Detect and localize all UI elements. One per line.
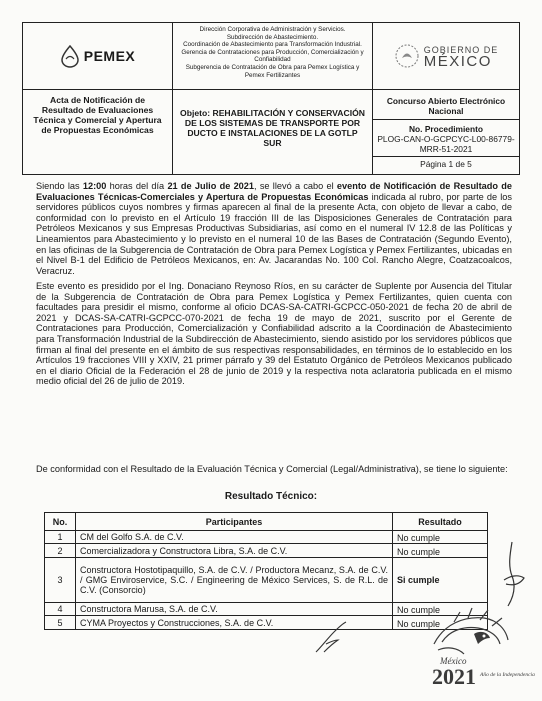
pemex-logo <box>23 23 173 89</box>
row-participant: Constructora Marusa, S.A. de C.V. <box>76 603 393 616</box>
paragraph-presidency: Este evento es presidido por el Ing. Donaciano Reynoso Ríos, en su carácter de Suplente por Ausencia del Titular de la Subgerencia de Contratación de Obra para Pemex Logística y Pemex Fertilizantes, quien cuenta con facultades para presidir el mismo, conforme al oficio DCAS-SA-CATRI-GCPCC-050-2021 de fecha 20 de abril de 2021 y DCAS-SA-CATRI-GCPCC-070-2021 de fecha 19 de mayo de 2021, suscrito por el Gerente de Contrataciones para Producción, Comercialización y Confiabilidad adscrito a la Coordinación de Abastecimiento para Transformación Industrial de la Subdirección de Abastecimiento, siendo asistido por los servidores públicos que firman al final del presente en el ámbito de sus respectivas responsabilidades, en términos de lo establecido en los Artículos 19 fracciones VIII y XXIV, 21 primer párrafo y 39 del Estatuto Orgánico de Petróleos Mexicanos publicado en el diario Oficial de la Federación el 28 de junio de 2019 y la respectiva nota aclaratoria publicada en el mismo medio oficial del 26 de julio de 2019. <box>36 281 512 387</box>
gobierno-large: MÉXICO <box>423 53 492 70</box>
header-table <box>22 22 520 175</box>
table-row <box>45 544 488 558</box>
row-number: 4 <box>45 603 76 616</box>
results-title: Resultado Técnico: <box>224 491 318 502</box>
directorate-line: Gerencia de Contrataciones para Producción, Comercialización y Confiabilidad <box>181 48 364 64</box>
row-participant: CYMA Proyectos y Construcciones, S.A. de C.V. <box>76 616 393 630</box>
row-participant: CM del Golfo S.A. de C.V. <box>76 531 393 544</box>
row-number: 3 <box>45 558 76 603</box>
pemex-drop-icon <box>60 45 80 67</box>
col-header-participants: Participantes <box>76 513 393 531</box>
text-span: horas del día <box>106 181 168 191</box>
row-participant: Constructora Hostotipaquillo, S.A. de C.V. / Productora Mecanz, S.A. de C.V. / GMG Enviroservice, S.C. / Engineering de México Services, S. de R.L. de C.V. (Consorcio) <box>76 558 393 603</box>
acta-title: Acta de Notificación de Resultado de Evaluaciones Técnica y Comercial y Apertura de Propuestas Económicas <box>23 90 173 174</box>
concurso-type: Concurso Abierto Electrónico Nacional <box>373 90 519 120</box>
text-span: , se llevó a cabo el <box>254 181 337 191</box>
row-number: 2 <box>45 544 76 558</box>
pemex-wordmark: PEMEX <box>83 48 136 64</box>
signature-margin <box>498 540 528 610</box>
row-number: 1 <box>45 531 76 544</box>
directorates-block <box>173 23 373 89</box>
eagle-emblem-icon <box>394 43 420 69</box>
text-span: indicada al rubro, por parte de los servidores públicos cuyos nombres y firmas aparecen al final de la presente Acta, con objeto de llevar a cabo, de conformidad con lo previsto en el Artículo 19 fracción III de las Disposiciones Generales de Contratación para Petróleos Mexicanos y sus Empresas Productivas Subsidiarias, así como en el numeral IV 12.8 de las Políticas y Lineamientos para Abastecimiento y lo previsto en el numeral 10 de las Bases de Contratación (Segundo Evento), en las oficinas de la Subgerencia de Contratación de Obra para Pemex Logística y Pemex Fertilizantes, ubicadas en el Nivel B-1 del Edificio de Petróleos Mexicanos, en: Av. Jacarandas No. 100 Col. Rancho Alegre, Coatzacoalcos, Veracruz. <box>36 191 512 276</box>
emblem-line2: 2021 <box>432 664 476 689</box>
procedure-block <box>373 90 519 174</box>
directorate-line: Coordinación de Abastecimiento para Transformación Industrial. <box>183 41 362 49</box>
row-result: Si cumple <box>393 558 488 603</box>
text-span: Siendo las <box>36 181 83 191</box>
col-header-result: Resultado <box>393 513 488 531</box>
row-result: No cumple <box>393 616 488 630</box>
gobierno-logo <box>373 23 519 89</box>
emblem-line3: Año de la Independencia <box>480 672 535 678</box>
emblem-line1: México <box>440 656 467 666</box>
mexico-2021-emblem <box>414 604 535 694</box>
table-header-row <box>45 513 488 531</box>
gobierno-small: GOBIERNO DE <box>423 45 499 55</box>
signature-initials <box>312 618 352 656</box>
directorate-line: Dirección Corporativa de Administración y Servicios. <box>199 26 346 33</box>
event-time: 12:00 <box>82 181 107 191</box>
directorate-line: Subgerencia de Contratación de Obra para Pemex Logística y Pemex Fertilizantes <box>185 63 360 79</box>
row-result: No cumple <box>393 544 488 558</box>
row-result: No cumple <box>393 603 488 616</box>
directorate-line: Subdirección de Abastecimiento. <box>226 33 319 41</box>
row-participant: Comercializadora y Constructora Libra, S.A. de C.V. <box>76 544 393 558</box>
procedure-label: No. Procedimiento <box>409 124 483 134</box>
table-row <box>45 558 488 603</box>
row-number: 5 <box>45 616 76 630</box>
procedure-number: PLOG-CAN-O-GCPCYC-L00-86779-MRR-51-2021 <box>377 134 515 154</box>
event-date: 21 de Julio de 2021 <box>167 181 255 191</box>
col-header-no: No. <box>45 513 76 531</box>
paragraph-conformity: De conformidad con el Resultado de la Evaluación Técnica y Comercial (Legal/Administrativa), se tiene lo siguiente: <box>36 464 508 474</box>
row-result: No cumple <box>393 531 488 544</box>
objeto-title: Objeto: REHABILITACIÓN Y CONSERVACIÓN DE LOS SISTEMAS DE TRANSPORTE POR DUCTO E INSTALACIONES DE LA GOTLP SUR <box>173 90 373 174</box>
table-row <box>45 531 488 544</box>
page-number: Página 1 de 5 <box>420 159 472 169</box>
paragraph-opening <box>36 181 512 276</box>
event-name: evento de Notificación de Resultado de Evaluaciones Técnicas-Comerciales y Apertura de Propuestas Económicas <box>36 181 512 202</box>
